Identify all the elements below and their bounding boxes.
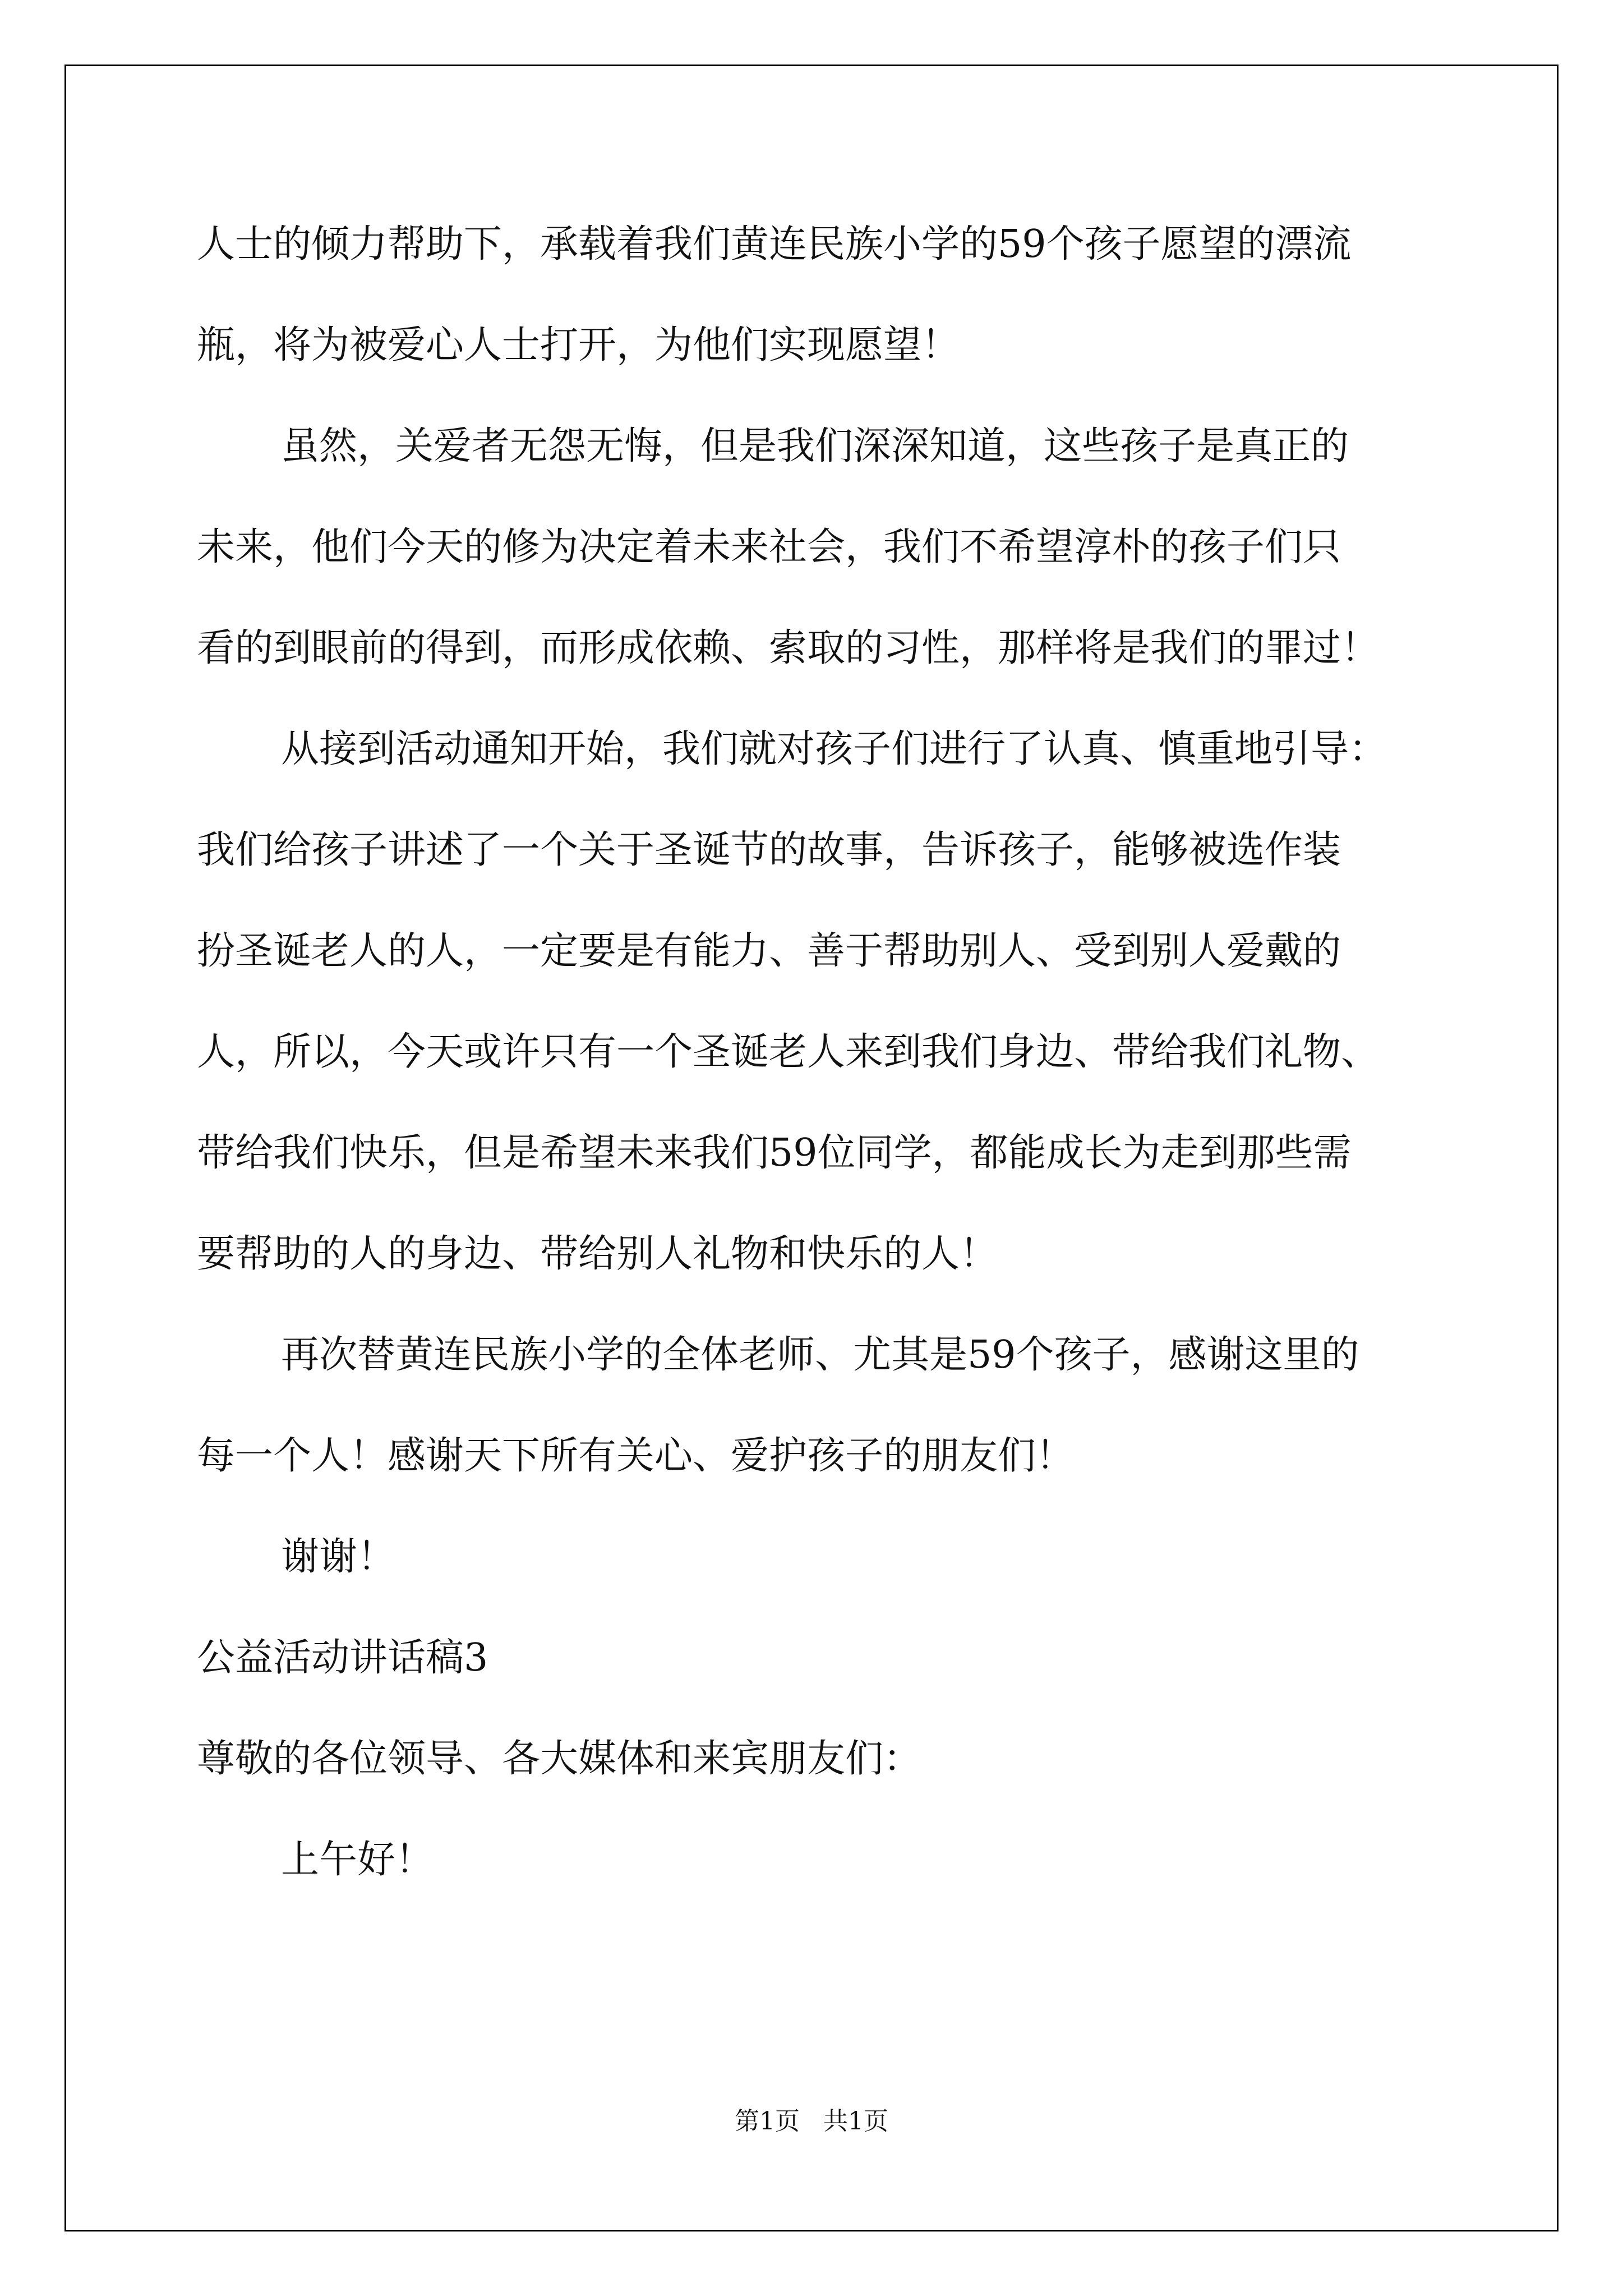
paragraph-line: 看的到眼前的得到，而形成依赖、索取的习性，那样将是我们的罪过！ bbox=[197, 626, 1380, 670]
paragraph-line: 未来，他们今天的修为决定着未来社会，我们不希望淳朴的孩子们只 bbox=[197, 525, 1341, 569]
paragraph-line: 谢谢！ bbox=[281, 1535, 396, 1579]
paragraph-line: 再次替黄连民族小学的全体老师、尤其是59个孩子，感谢这里的 bbox=[281, 1333, 1359, 1377]
paragraph-line: 虽然，关爱者无怨无悔，但是我们深深知道，这些孩子是真正的 bbox=[281, 424, 1349, 468]
paragraph-line: 每一个人！感谢天下所有关心、爱护孩子的朋友们！ bbox=[197, 1434, 1075, 1478]
paragraph-line: 我们给孩子讲述了一个关于圣诞节的故事，告诉孩子，能够被选作装 bbox=[197, 828, 1341, 872]
section-heading: 公益活动讲话稿3 bbox=[197, 1636, 488, 1680]
paragraph-line: 人士的倾力帮助下，承载着我们黄连民族小学的59个孩子愿望的漂流 bbox=[197, 222, 1352, 266]
paragraph-line: 带给我们快乐，但是希望未来我们59位同学，都能成长为走到那些需 bbox=[197, 1131, 1352, 1175]
greeting: 上午好！ bbox=[281, 1838, 434, 1882]
paragraph-line: 瓶，将为被爱心人士打开，为他们实现愿望！ bbox=[197, 323, 960, 367]
salutation: 尊敬的各位领导、各大媒体和来宾朋友们： bbox=[197, 1737, 922, 1781]
paragraph-line: 从接到活动通知开始，我们就对孩子们进行了认真、慎重地引导： bbox=[281, 727, 1387, 771]
paragraph-line: 人，所以，今天或许只有一个圣诞老人来到我们身边、带给我们礼物、 bbox=[197, 1030, 1380, 1074]
paragraph-line: 扮圣诞老人的人，一定要是有能力、善于帮助别人、受到别人爱戴的 bbox=[197, 929, 1341, 973]
page-footer: 第1页 共1页 bbox=[735, 2107, 888, 2136]
paragraph-line: 要帮助的人的身边、带给别人礼物和快乐的人！ bbox=[197, 1232, 998, 1276]
